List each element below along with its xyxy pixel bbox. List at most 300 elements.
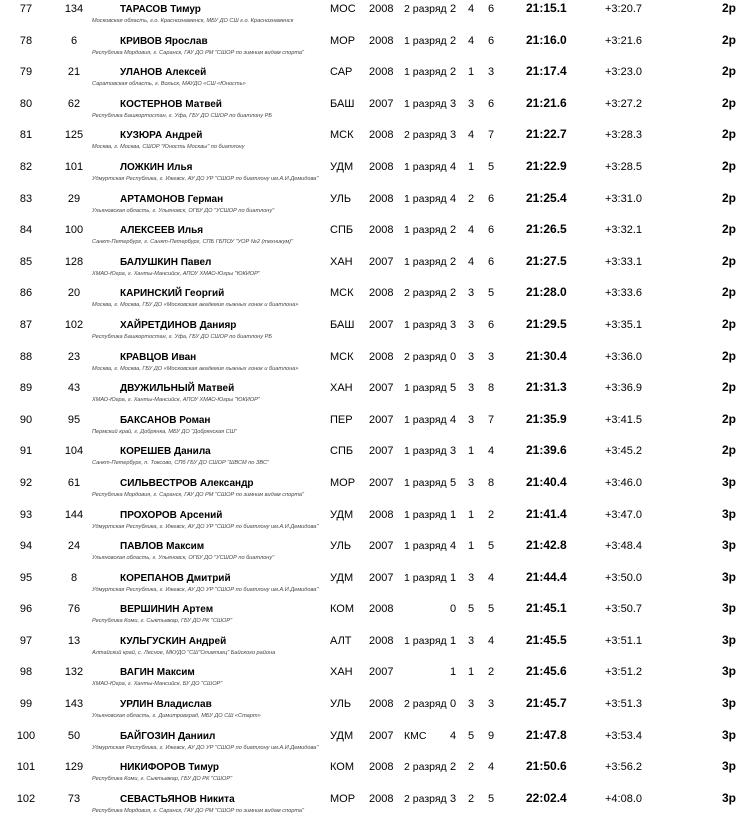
qualification: 3р <box>722 538 737 553</box>
athlete-name: УЛАНОВ Алексей <box>120 67 207 79</box>
athlete-name: УРЛИН Владислав <box>120 699 212 711</box>
time-gap: +3:47.0 <box>605 508 643 521</box>
table-row <box>0 442 750 474</box>
place-cell: 95 <box>19 571 33 584</box>
sport-rank: 1 разряд <box>404 508 447 521</box>
table-row <box>0 158 750 190</box>
bib-cell: 61 <box>67 476 81 489</box>
birth-year: 2007 <box>369 476 394 489</box>
finish-time: 21:50.6 <box>526 759 567 774</box>
sport-rank: КМС <box>404 729 427 742</box>
club-affiliation: Ульяновская область, г. Димитровград, МБУ ДО СШ «Старт» <box>92 713 261 720</box>
penalty-stage-2: 3 <box>467 318 475 331</box>
qualification: 3р <box>722 474 737 489</box>
finish-time: 21:47.8 <box>526 727 567 742</box>
table-row <box>0 569 750 601</box>
athlete-name: ДВУЖИЛЬНЫЙ Матвей <box>120 383 235 395</box>
place-cell: 102 <box>16 792 36 805</box>
finish-time: 21:17.4 <box>526 64 567 79</box>
penalty-stage-1: 4 <box>449 413 457 426</box>
penalty-stage-1: 5 <box>449 476 457 489</box>
finish-time: 21:45.6 <box>526 664 567 679</box>
place-cell: 97 <box>19 634 33 647</box>
penalty-total: 6 <box>487 34 495 47</box>
penalty-total: 7 <box>487 413 495 426</box>
penalty-stage-2: 1 <box>467 666 475 679</box>
athlete-name: КУЗЮРА Андрей <box>120 130 203 142</box>
table-row <box>0 379 750 411</box>
athlete-name: БАЛУШКИН Павел <box>120 256 212 268</box>
bib-cell: 50 <box>67 729 81 742</box>
table-row <box>0 411 750 443</box>
finish-time: 21:25.4 <box>526 190 567 205</box>
club-affiliation: Ульяновская область, г. Ульяновск, ОГБУ ДО "УСШОР по биатлону" <box>92 207 275 214</box>
penalty-stage-2: 3 <box>467 634 475 647</box>
bib-cell: 29 <box>67 192 81 205</box>
penalty-total: 5 <box>487 160 495 173</box>
region-code: ХАН <box>330 255 353 268</box>
penalty-stage-2: 3 <box>467 413 475 426</box>
bib-cell: 43 <box>67 382 81 395</box>
birth-year: 2007 <box>369 445 394 458</box>
club-affiliation: Республика Коми, г. Сыктывкар, ГБУ ДО РК "СШОР" <box>92 618 233 625</box>
bib-cell: 20 <box>67 287 81 300</box>
time-gap: +3:28.5 <box>605 160 643 173</box>
birth-year: 2007 <box>369 318 394 331</box>
birth-year: 2007 <box>369 413 394 426</box>
club-affiliation: Республика Мордовия, г. Саранск, ГАУ ДО РМ "СШОР по зимним видам спорта" <box>92 49 305 56</box>
qualification: 2р <box>722 316 737 331</box>
region-code: УДМ <box>330 508 354 521</box>
time-gap: +3:41.5 <box>605 413 643 426</box>
place-cell: 89 <box>19 382 33 395</box>
club-affiliation: Республика Мордовия, г. Саранск, ГАУ ДО РМ "СШОР по зимним видам спорта" <box>92 807 305 814</box>
athlete-name: СИЛЬВЕСТРОВ Александр <box>120 477 254 489</box>
club-affiliation: Республика Башкортостан, г. Уфа, ГБУ ДО СШОР по биатлону РБ <box>92 112 272 119</box>
penalty-stage-1: 1 <box>449 571 457 584</box>
penalty-total: 6 <box>487 255 495 268</box>
bib-cell: 143 <box>64 698 84 711</box>
athlete-name: ЛОЖКИН Илья <box>120 161 193 173</box>
table-row <box>0 632 750 664</box>
bib-cell: 132 <box>64 666 84 679</box>
penalty-total: 3 <box>487 350 495 363</box>
place-cell: 94 <box>19 540 33 553</box>
birth-year: 2008 <box>369 634 394 647</box>
club-affiliation: Удмуртская Республика, г. Ижевск, АУ ДО УР "СШОР по биатлону им.А.И.Демидова" <box>92 175 319 182</box>
finish-time: 21:22.7 <box>526 127 567 142</box>
time-gap: +3:51.1 <box>605 634 643 647</box>
bib-cell: 129 <box>64 761 84 774</box>
penalty-stage-1: 4 <box>449 540 457 553</box>
penalty-stage-1: 1 <box>449 634 457 647</box>
birth-year: 2008 <box>369 3 394 15</box>
finish-time: 21:39.6 <box>526 443 567 458</box>
region-code: САР <box>330 66 353 79</box>
qualification: 2р <box>722 348 737 363</box>
region-code: ХАН <box>330 382 353 395</box>
penalty-stage-1: 2 <box>449 255 457 268</box>
finish-time: 21:45.5 <box>526 632 567 647</box>
finish-time: 21:15.1 <box>526 1 567 15</box>
finish-time: 21:22.9 <box>526 158 567 173</box>
birth-year: 2008 <box>369 34 394 47</box>
sport-rank: 1 разряд <box>404 382 447 395</box>
table-row <box>0 126 750 158</box>
table-row <box>0 95 750 127</box>
qualification: 3р <box>722 790 737 805</box>
place-cell: 83 <box>19 192 33 205</box>
athlete-name: СЕВАСТЬЯНОВ Никита <box>120 793 235 805</box>
penalty-stage-1: 2 <box>449 287 457 300</box>
region-code: ПЕР <box>330 413 353 426</box>
club-affiliation: Удмуртская Республика, г. Ижевск, АУ ДО УР "СШОР по биатлону им.А.И.Демидова" <box>92 744 319 751</box>
region-code: БАШ <box>330 97 355 110</box>
athlete-name: ПАВЛОВ Максим <box>120 541 205 553</box>
finish-time: 21:45.1 <box>526 601 567 616</box>
place-cell: 88 <box>19 350 33 363</box>
birth-year: 2007 <box>369 97 394 110</box>
club-affiliation: Саратовская область, г. Вольск, МАУДО «СШ «Юность» <box>92 81 246 88</box>
qualification: 2р <box>722 411 737 426</box>
bib-cell: 76 <box>67 603 81 616</box>
bib-cell: 100 <box>64 224 84 237</box>
qualification: 3р <box>722 569 737 584</box>
bib-cell: 23 <box>67 350 81 363</box>
sport-rank: 1 разряд <box>404 445 447 458</box>
athlete-name: БАКСАНОВ Роман <box>120 414 211 426</box>
penalty-total: 6 <box>487 318 495 331</box>
penalty-stage-2: 1 <box>467 160 475 173</box>
club-affiliation: Санкт-Петербург, г. Санкт-Петербург, СПБ ГБПОУ "УОР №2 (техникум)" <box>92 239 294 246</box>
region-code: БАШ <box>330 318 355 331</box>
penalty-stage-2: 3 <box>467 571 475 584</box>
penalty-stage-2: 2 <box>467 761 475 774</box>
athlete-name: АЛЕКСЕЕВ Илья <box>120 225 204 237</box>
qualification: 2р <box>722 95 737 110</box>
penalty-stage-1: 3 <box>449 445 457 458</box>
region-code: УЛЬ <box>330 192 352 205</box>
penalty-stage-1: 0 <box>449 698 457 711</box>
qualification: 2р <box>722 380 737 395</box>
region-code: УДМ <box>330 729 354 742</box>
sport-rank: 1 разряд <box>404 476 447 489</box>
club-affiliation: Москва, г. Москва, ГБУ ДО «Московская академия лыжных гонок и биатлона» <box>92 302 299 309</box>
penalty-stage-2: 1 <box>467 445 475 458</box>
qualification: 2р <box>722 158 737 173</box>
penalty-total: 8 <box>487 382 495 395</box>
place-cell: 87 <box>19 318 33 331</box>
table-row <box>0 727 750 759</box>
qualification: 2р <box>722 222 737 237</box>
place-cell: 101 <box>16 761 36 774</box>
qualification: 3р <box>722 664 737 679</box>
penalty-total: 8 <box>487 476 495 489</box>
penalty-stage-1: 3 <box>449 97 457 110</box>
place-cell: 98 <box>19 666 33 679</box>
sport-rank: 2 разряд <box>404 287 447 300</box>
sport-rank: 2 разряд <box>404 761 447 774</box>
sport-rank: 1 разряд <box>404 413 447 426</box>
table-row <box>0 0 750 32</box>
penalty-stage-2: 2 <box>467 192 475 205</box>
table-row <box>0 537 750 569</box>
region-code: МСК <box>330 287 354 300</box>
sport-rank: 2 разряд <box>404 350 447 363</box>
penalty-total: 4 <box>487 761 495 774</box>
penalty-stage-2: 4 <box>467 224 475 237</box>
region-code: МОС <box>330 3 356 15</box>
bib-cell: 128 <box>64 255 84 268</box>
penalty-stage-2: 3 <box>467 350 475 363</box>
region-code: МОР <box>330 34 356 47</box>
penalty-stage-1: 4 <box>449 160 457 173</box>
penalty-stage-1: 4 <box>449 192 457 205</box>
sport-rank: 1 разряд <box>404 97 447 110</box>
penalty-stage-2: 5 <box>467 729 475 742</box>
penalty-stage-2: 4 <box>467 255 475 268</box>
club-affiliation: Пермский край, г. Добрянка, МБУ ДО "Добрянская СШ" <box>92 428 237 435</box>
region-code: МСК <box>330 129 354 142</box>
region-code: УЛЬ <box>330 698 352 711</box>
finish-time: 21:31.3 <box>526 380 567 395</box>
finish-time: 21:45.7 <box>526 696 567 711</box>
finish-time: 22:02.4 <box>526 790 567 805</box>
place-cell: 85 <box>19 255 33 268</box>
birth-year: 2008 <box>369 603 394 616</box>
sport-rank: 1 разряд <box>404 160 447 173</box>
table-row <box>0 506 750 538</box>
time-gap: +3:33.1 <box>605 255 643 268</box>
club-affiliation: ХМАО-Югра, г. Ханты-Мансийск, БУ ДО "СШОР" <box>92 681 223 688</box>
bib-cell: 102 <box>64 318 84 331</box>
bib-cell: 13 <box>67 634 81 647</box>
table-row <box>0 190 750 222</box>
place-cell: 90 <box>19 413 33 426</box>
penalty-stage-2: 3 <box>467 476 475 489</box>
bib-cell: 144 <box>64 508 84 521</box>
penalty-total: 2 <box>487 666 495 679</box>
bib-cell: 62 <box>67 97 81 110</box>
bib-cell: 104 <box>64 445 84 458</box>
penalty-total: 4 <box>487 634 495 647</box>
penalty-stage-1: 1 <box>449 508 457 521</box>
qualification: 2р <box>722 64 737 79</box>
athlete-name: АРТАМОНОВ Герман <box>120 193 224 205</box>
penalty-total: 4 <box>487 445 495 458</box>
place-cell: 92 <box>19 476 33 489</box>
sport-rank: 2 разряд <box>404 698 447 711</box>
table-row <box>0 221 750 253</box>
region-code: УДМ <box>330 571 354 584</box>
birth-year: 2007 <box>369 382 394 395</box>
region-code: АЛТ <box>330 634 352 647</box>
birth-year: 2008 <box>369 66 394 79</box>
finish-time: 21:40.4 <box>526 474 567 489</box>
birth-year: 2008 <box>369 792 394 805</box>
bib-cell: 95 <box>67 413 81 426</box>
athlete-name: ВАГИН Максим <box>120 667 195 679</box>
time-gap: +3:36.9 <box>605 382 643 395</box>
birth-year: 2007 <box>369 540 394 553</box>
penalty-stage-2: 3 <box>467 698 475 711</box>
time-gap: +3:53.4 <box>605 729 643 742</box>
region-code: МОР <box>330 792 356 805</box>
sport-rank: 1 разряд <box>404 192 447 205</box>
time-gap: +3:51.3 <box>605 698 643 711</box>
finish-time: 21:29.5 <box>526 316 567 331</box>
qualification: 2р <box>722 253 737 268</box>
time-gap: +3:31.0 <box>605 192 643 205</box>
penalty-stage-1: 3 <box>449 792 457 805</box>
penalty-stage-2: 4 <box>467 34 475 47</box>
finish-time: 21:44.4 <box>526 569 567 584</box>
penalty-stage-2: 3 <box>467 97 475 110</box>
place-cell: 77 <box>19 3 33 15</box>
penalty-stage-2: 1 <box>467 540 475 553</box>
finish-time: 21:30.4 <box>526 348 567 363</box>
place-cell: 86 <box>19 287 33 300</box>
region-code: СПБ <box>330 224 354 237</box>
qualification: 2р <box>722 32 737 47</box>
club-affiliation: Санкт-Петербург, п. Токсово, СПб ГБУ ДО СШОР "ШВСМ по ЗВС" <box>92 460 270 467</box>
qualification: 3р <box>722 759 737 774</box>
table-row <box>0 600 750 632</box>
bib-cell: 21 <box>67 66 81 79</box>
athlete-name: КОРЕШЕВ Данила <box>120 446 211 458</box>
region-code: СПБ <box>330 445 354 458</box>
region-code: МОР <box>330 476 356 489</box>
region-code: КОМ <box>330 603 355 616</box>
time-gap: +4:08.0 <box>605 792 643 805</box>
time-gap: +3:50.7 <box>605 603 643 616</box>
sport-rank: 1 разряд <box>404 318 447 331</box>
time-gap: +3:21.6 <box>605 34 643 47</box>
sport-rank: 1 разряд <box>404 255 447 268</box>
finish-time: 21:21.6 <box>526 95 567 110</box>
sport-rank: 1 разряд <box>404 540 447 553</box>
place-cell: 100 <box>16 729 36 742</box>
club-affiliation: ХМАО-Югра, г. Ханты-Мансийск, АПОУ ХМАО-Югры "ЮКИОР" <box>92 270 260 277</box>
qualification: 3р <box>722 727 737 742</box>
athlete-name: БАЙГОЗИН Даниил <box>120 730 216 742</box>
club-affiliation: Московская область, г.о. Краснознаменск, МБУ ДО СШ г.о. Краснознаменск <box>92 18 294 24</box>
sport-rank: 2 разряд <box>404 129 447 142</box>
birth-year: 2007 <box>369 666 394 679</box>
penalty-total: 6 <box>487 97 495 110</box>
time-gap: +3:32.1 <box>605 224 643 237</box>
time-gap: +3:28.3 <box>605 129 643 142</box>
penalty-stage-1: 0 <box>449 350 457 363</box>
region-code: КОМ <box>330 761 355 774</box>
birth-year: 2008 <box>369 698 394 711</box>
finish-time: 21:27.5 <box>526 253 567 268</box>
time-gap: +3:50.0 <box>605 571 643 584</box>
time-gap: +3:56.2 <box>605 761 643 774</box>
penalty-stage-2: 3 <box>467 287 475 300</box>
table-row <box>0 790 750 822</box>
club-affiliation: ХМАО-Югра, г. Ханты-Мансийск, АПОУ ХМАО-Югры "ЮКИОР" <box>92 397 260 404</box>
time-gap: +3:46.0 <box>605 476 643 489</box>
bib-cell: 125 <box>64 129 84 142</box>
club-affiliation: Республика Мордовия, г. Саранск, ГАУ ДО РМ "СШОР по зимним видам спорта" <box>92 491 305 498</box>
penalty-stage-1: 2 <box>449 66 457 79</box>
place-cell: 82 <box>19 160 33 173</box>
athlete-name: ВЕРШИНИН Артем <box>120 604 214 616</box>
club-affiliation: Удмуртская Республика, г. Ижевск, АУ ДО УР "СШОР по биатлону им.А.И.Демидова" <box>92 586 319 593</box>
penalty-stage-1: 4 <box>449 729 457 742</box>
sport-rank: 2 разряд <box>404 3 447 15</box>
athlete-name: КРАВЦОВ Иван <box>120 351 197 363</box>
penalty-total: 5 <box>487 603 495 616</box>
penalty-stage-1: 2 <box>449 224 457 237</box>
place-cell: 78 <box>19 34 33 47</box>
finish-time: 21:35.9 <box>526 411 567 426</box>
time-gap: +3:27.2 <box>605 97 643 110</box>
penalty-stage-2: 3 <box>467 382 475 395</box>
table-row <box>0 663 750 695</box>
finish-time: 21:42.8 <box>526 538 567 553</box>
table-row <box>0 758 750 790</box>
birth-year: 2007 <box>369 571 394 584</box>
time-gap: +3:35.1 <box>605 318 643 331</box>
finish-time: 21:41.4 <box>526 506 567 521</box>
penalty-stage-1: 2 <box>449 761 457 774</box>
penalty-total: 5 <box>487 287 495 300</box>
birth-year: 2008 <box>369 160 394 173</box>
athlete-name: ХАЙРЕТДИНОВ Данияр <box>120 319 237 331</box>
penalty-total: 5 <box>487 792 495 805</box>
sport-rank: 1 разряд <box>404 34 447 47</box>
time-gap: +3:51.2 <box>605 666 643 679</box>
penalty-total: 6 <box>487 3 495 15</box>
sport-rank: 1 разряд <box>404 224 447 237</box>
time-gap: +3:20.7 <box>605 3 643 15</box>
qualification: 3р <box>722 506 737 521</box>
birth-year: 2007 <box>369 729 394 742</box>
place-cell: 93 <box>19 508 33 521</box>
birth-year: 2007 <box>369 255 394 268</box>
qualification: 2р <box>722 127 737 142</box>
time-gap: +3:48.4 <box>605 540 643 553</box>
finish-time: 21:26.5 <box>526 222 567 237</box>
club-affiliation: Москва, г. Москва, СШОР "Юность Москвы" по биатлону <box>92 144 245 151</box>
table-row <box>0 474 750 506</box>
place-cell: 80 <box>19 97 33 110</box>
penalty-stage-2: 1 <box>467 508 475 521</box>
penalty-stage-2: 4 <box>467 3 475 15</box>
penalty-total: 5 <box>487 540 495 553</box>
time-gap: +3:36.0 <box>605 350 643 363</box>
penalty-total: 9 <box>487 729 495 742</box>
penalty-stage-1: 0 <box>449 603 457 616</box>
penalty-total: 7 <box>487 129 495 142</box>
table-row <box>0 695 750 727</box>
birth-year: 2008 <box>369 508 394 521</box>
qualification: 2р <box>722 285 737 300</box>
table-row <box>0 316 750 348</box>
penalty-stage-2: 4 <box>467 129 475 142</box>
place-cell: 84 <box>19 224 33 237</box>
athlete-name: НИКИФОРОВ Тимур <box>120 762 220 774</box>
athlete-name: КРИВОВ Ярослав <box>120 35 208 47</box>
birth-year: 2008 <box>369 224 394 237</box>
bib-cell: 24 <box>67 540 81 553</box>
qualification: 3р <box>722 601 737 616</box>
table-row <box>0 32 750 64</box>
birth-year: 2008 <box>369 350 394 363</box>
club-affiliation: Москва, г. Москва, ГБУ ДО «Московская академия лыжных гонок и биатлона» <box>92 365 299 372</box>
